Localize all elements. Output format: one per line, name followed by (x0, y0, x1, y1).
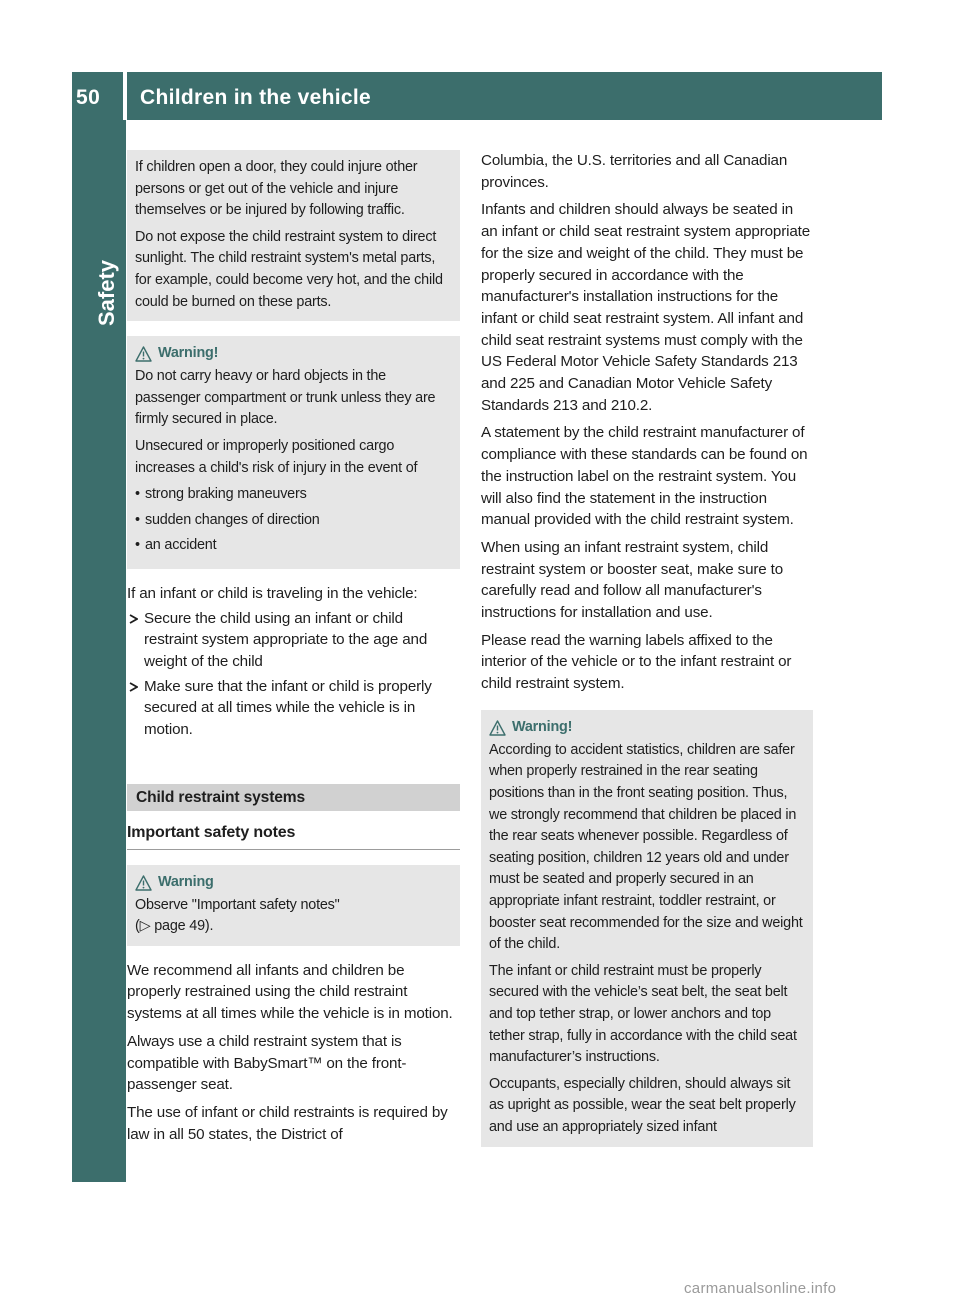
page-number: 50 (76, 86, 101, 109)
notice-paragraph: Do not carry heavy or hard objects in the passenger compartment or trunk unless they are firmly secured in place. (135, 368, 436, 428)
header-divider (123, 72, 127, 120)
body-paragraph: We recommend all infants and children be properly restrained using the child restraint systems at all times while the vehicle is in motion. (127, 961, 453, 1023)
body-paragraph: When using an infant restraint system, child restraint system or booster seat, make sure to carefully read and follow all manufacturer's instructions for installation and use. (481, 538, 784, 622)
step-text: Secure the child using an infant or child restraint system appropriate to the age and weight of the child (144, 609, 428, 671)
body-paragraph: Columbia, the U.S. territories and all Canadian provinces. (481, 152, 788, 191)
notice-bullet-list (135, 484, 452, 557)
body-paragraph: A statement by the child restraint manufacturer of compliance with these standards can be found on the instruction label on the restraint system. You will also find the statement in the instruction manual provided with the child restraint system. (481, 424, 808, 529)
right-column (481, 150, 813, 1147)
notice-paragraph: Observe "Important safety notes" (135, 896, 340, 913)
warning-triangle-icon (489, 720, 506, 736)
warning-notice-seating (481, 710, 813, 1147)
instruction-step (127, 608, 460, 673)
body-paragraph: Infants and children should always be seated in an infant or child seat restraint system appropriate for the size and weight of the child. They must be properly secured in accordance with the manufacturer's installation instructions for the infant or child seat restraint system. All infant and child seat restraint systems must comply with the US Federal Motor Vehicle Safety Standards 213 and 225 and Canadian Motor Vehicle Safety Standards 213 and 210.2. (481, 201, 811, 414)
notice-paragraph: Occupants, especially children, should always sit as upright as possible, wear the seat belt properly and use an appropriately sized infant (489, 1075, 796, 1135)
notice-paragraph: If children open a door, they could injure other persons or get out of the vehicle and injure themselves or be injured by following traffic. (135, 159, 418, 219)
notice-title: Warning! (512, 719, 573, 736)
warning-triangle-icon (135, 875, 152, 891)
body-paragraph: Please read the warning labels affixed to the interior of the vehicle or to the infant restraint or child restraint system. (481, 631, 792, 693)
notice-title: Warning (158, 873, 214, 890)
bullet-item: • strong braking maneuvers (135, 484, 452, 506)
step-arrow-icon (129, 614, 138, 624)
left-column (127, 150, 460, 1151)
notice-continued (127, 150, 460, 321)
side-tab (82, 252, 122, 342)
notice-title: Warning! (158, 345, 219, 362)
notice-header (489, 717, 805, 739)
watermark[interactable]: carmanualsonline.info (684, 1280, 837, 1297)
page-title: Children in the vehicle (140, 86, 371, 109)
bullet-item: • an accident (135, 535, 452, 557)
page-reference-link[interactable]: (▷ page 49). (135, 918, 214, 935)
section-heading: Child restraint systems (127, 784, 460, 811)
warning-notice-cargo (127, 336, 460, 569)
notice-header (135, 872, 452, 894)
side-tab-label: Safety (94, 259, 119, 327)
intro-text: If an infant or child is traveling in the vehicle: (127, 584, 418, 602)
notice-header (135, 343, 452, 365)
warning-notice-reference (127, 865, 460, 946)
sub-heading: Important safety notes (127, 822, 460, 850)
bullet-item: • sudden changes of direction (135, 510, 452, 532)
step-text: Make sure that the infant or child is properly secured at all times while the vehicle is in motion. (144, 677, 432, 739)
notice-paragraph: Do not expose the child restraint system to direct sunlight. The child restraint system's metal parts, for example, could become very hot, and the child could be burned on these parts. (135, 228, 443, 310)
body-paragraph: Always use a child restraint system that is compatible with BabySmart™ on the front-passenger seat. (127, 1032, 407, 1094)
body-paragraph: The use of infant or child restraints is required by law in all 50 states, the District of (127, 1103, 448, 1143)
notice-paragraph: The infant or child restraint must be properly secured with the vehicle’s seat belt, the seat belt and top tether strap, or lower anchors and top tether strap, fully in accordance with the child seat manufacturer’s instructions. (489, 962, 797, 1066)
step-arrow-icon (129, 682, 138, 692)
notice-paragraph: According to accident statistics, children are safer when properly restrained in the rear seating positions than in the front seating position. Thus, we strongly recommend that children be placed in the rear seats whenever possible. Regardless of seating position, children 12 years old and under must be seated and properly secured in an appropriate infant restraint, toddler restraint, or booster seat recommended for the size and weight of the child. (489, 741, 803, 953)
notice-paragraph: Unsecured or improperly positioned cargo increases a child's risk of injury in the event of (135, 437, 418, 476)
warning-triangle-icon (135, 346, 152, 362)
instruction-step (127, 676, 460, 741)
